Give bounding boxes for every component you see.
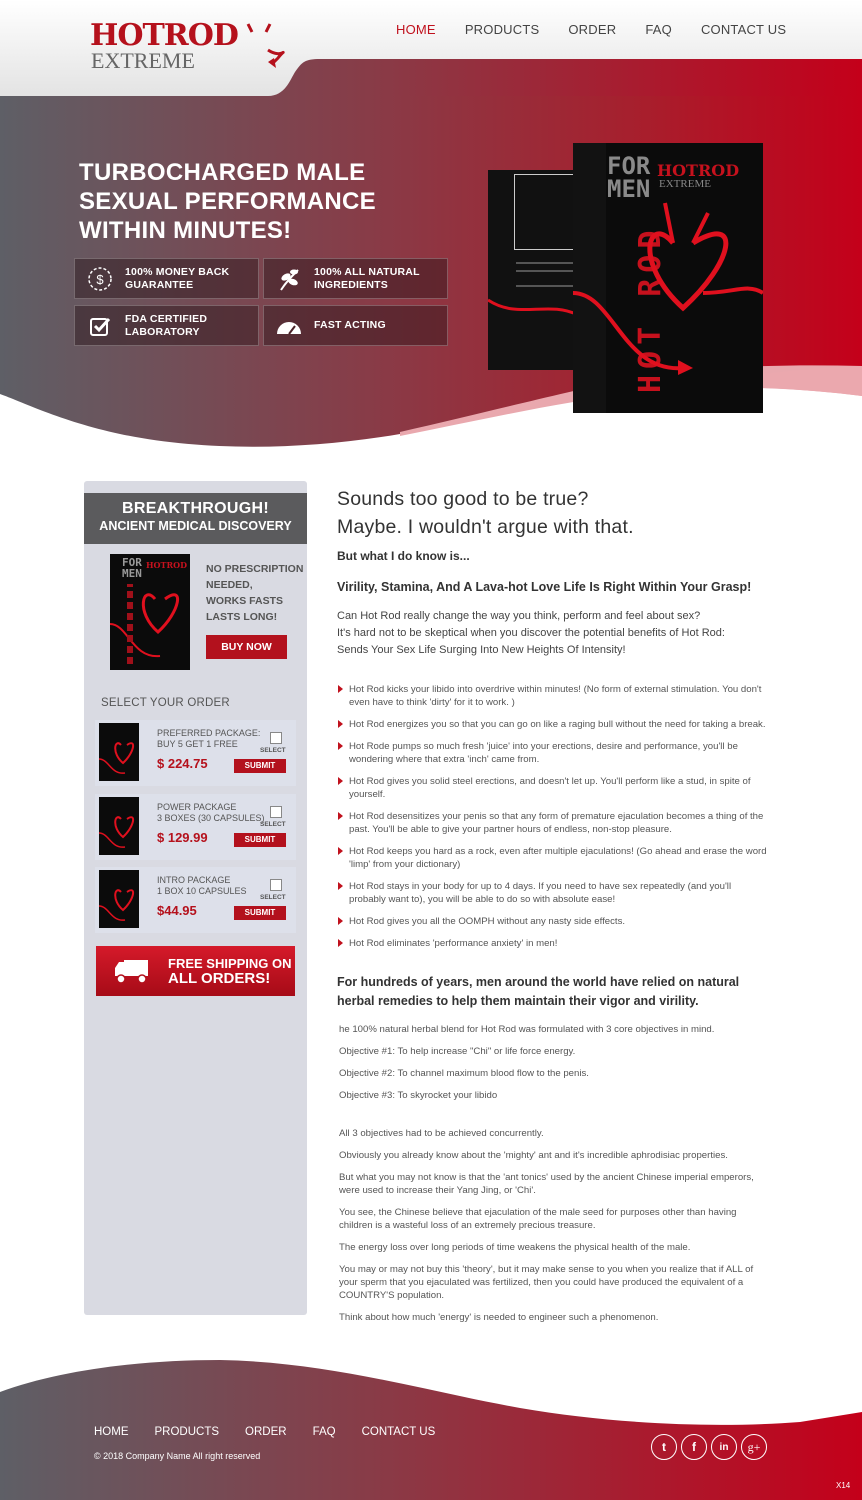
social-links bbox=[651, 1434, 767, 1460]
list-item-text: Hot Rod stays in your body for up to 4 days. If you need to have sex repeatedly (and you'll probably want to), you will be able to do so with absolute ease! bbox=[349, 881, 732, 905]
submit-button[interactable]: SUBMIT bbox=[234, 759, 286, 773]
nav-home[interactable]: HOME bbox=[396, 22, 436, 37]
tagline: Virility, Stamina, And A Lava-hot Love Life Is Right Within Your Grasp! bbox=[337, 580, 752, 594]
main-content bbox=[337, 485, 767, 1324]
list-item-text: Hot Rod gives you solid steel erections, and doesn't let up. You'll perform like a stud, in spite of yourself. bbox=[349, 776, 751, 800]
paragraph: You may or may not buy this 'theory', but it may make sense to you when you realize that if ALL of your sperm that you ejaculated was fertilized, then you could have produced the equivalent of a COUNTRY'S population. bbox=[339, 1264, 754, 1301]
sidebar-header bbox=[84, 493, 307, 544]
shipping-text: ALL ORDERS! bbox=[168, 970, 271, 987]
feature-text: 100% MONEY BACK bbox=[125, 265, 230, 278]
hero-title bbox=[79, 158, 376, 245]
money-back-icon bbox=[75, 264, 125, 294]
feature-text: FDA CERTIFIED bbox=[125, 312, 208, 325]
claim-line: WORKS FASTS bbox=[206, 595, 284, 607]
package-select-checkbox[interactable] bbox=[270, 806, 282, 818]
logo-hotrod: HOTROD bbox=[90, 18, 238, 53]
shipping-text: FREE SHIPPING ON bbox=[168, 956, 292, 971]
list-item bbox=[337, 718, 767, 731]
benefits-list bbox=[337, 683, 767, 950]
truck-icon bbox=[114, 956, 154, 986]
corner-label: X14 bbox=[836, 1481, 851, 1490]
site-header bbox=[0, 0, 862, 100]
arrow-right-icon bbox=[338, 720, 343, 728]
sidebar-heading: BREAKTHROUGH! bbox=[121, 500, 269, 517]
headline: Maybe. I wouldn't argue with that. bbox=[337, 516, 634, 538]
objective-text: Objective #3: To skyrocket your libido bbox=[339, 1090, 498, 1101]
list-item bbox=[337, 810, 767, 836]
footer-nav-order[interactable]: ORDER bbox=[245, 1426, 287, 1438]
package-select-checkbox[interactable] bbox=[270, 732, 282, 744]
arrow-right-icon bbox=[338, 917, 343, 925]
arrow-right-icon bbox=[338, 685, 343, 693]
nav-contact-us[interactable]: CONTACT US bbox=[700, 22, 787, 37]
footer-nav-products[interactable]: PRODUCTS bbox=[154, 1426, 220, 1438]
list-item bbox=[337, 740, 767, 766]
intro-text bbox=[337, 608, 767, 659]
select-order-title: SELECT YOUR ORDER bbox=[101, 697, 230, 709]
box-logo-extreme: EXTREME bbox=[659, 178, 711, 190]
paragraph: Obviously you already know about the 'mighty' ant and it's incredible aphrodisiac properties. bbox=[339, 1150, 728, 1161]
footer-nav bbox=[94, 1426, 461, 1438]
arrow-right-icon bbox=[338, 882, 343, 890]
claim-line: LASTS LONG! bbox=[206, 611, 278, 623]
section-heading: For hundreds of years, men around the world have relied on natural herbal remedies to help them maintain their vigor and virility. bbox=[337, 975, 740, 1008]
intro-line: It's hard not to be skeptical when you discover the potential benefits of Hot Rod: bbox=[337, 627, 725, 639]
feature-text: 100% ALL NATURAL bbox=[314, 265, 420, 278]
for-men-text: FOR bbox=[607, 152, 651, 180]
package-name-line: 1 BOX 10 CAPSULES bbox=[157, 886, 247, 896]
package-image bbox=[99, 723, 139, 781]
sidebar-claims bbox=[206, 561, 303, 625]
arrow-right-icon bbox=[338, 777, 343, 785]
for-men-text: MEN bbox=[607, 175, 651, 203]
feature-money-back bbox=[74, 258, 259, 299]
paragraph: But what you may not know is that the 'ant tonics' used by the ancient Chinese imperial emperors, were used to increase their Yang Jing, or 'Chi'. bbox=[339, 1172, 754, 1196]
checkbox-icon bbox=[75, 314, 125, 338]
twitter-icon[interactable]: t bbox=[651, 1434, 677, 1460]
svg-text:$: $ bbox=[96, 271, 104, 287]
free-shipping-banner[interactable] bbox=[96, 946, 295, 996]
package-power bbox=[95, 794, 296, 860]
feature-text: FAST ACTING bbox=[314, 319, 386, 331]
copyright: © 2018 Company Name All right reserved bbox=[94, 1451, 261, 1461]
package-name bbox=[157, 728, 260, 750]
arrow-right-icon bbox=[338, 742, 343, 750]
list-item-text: Hot Rode pumps so much fresh 'juice' into your erections, desire and performance, you'll be wondering where that extra 'inch' came from. bbox=[349, 741, 738, 765]
for-men-text: MEN bbox=[122, 567, 142, 580]
list-item bbox=[337, 937, 767, 950]
package-price: $ 224.75 bbox=[157, 756, 208, 771]
objective-text: Objective #1: To help increase "Chi" or life force energy. bbox=[339, 1046, 576, 1057]
paragraph: Think about how much 'energy' is needed to engineer such a phenomenon. bbox=[339, 1312, 659, 1323]
hero-title-line: TURBOCHARGED MALE bbox=[79, 159, 366, 186]
feature-text: INGREDIENTS bbox=[314, 278, 388, 291]
footer-nav-faq[interactable]: FAQ bbox=[312, 1426, 336, 1438]
package-name bbox=[157, 802, 265, 824]
submit-button[interactable]: SUBMIT bbox=[234, 906, 286, 920]
hero-title-line: WITHIN MINUTES! bbox=[79, 217, 292, 244]
facebook-icon[interactable]: f bbox=[681, 1434, 707, 1460]
select-label: SELECT bbox=[260, 821, 286, 828]
package-price: $ 129.99 bbox=[157, 830, 208, 845]
nav-order[interactable]: ORDER bbox=[568, 22, 617, 37]
package-name-line: PREFERRED PACKAGE: bbox=[157, 728, 261, 738]
list-item bbox=[337, 915, 767, 928]
box-logo: HOTROD bbox=[657, 161, 740, 180]
main-nav bbox=[396, 22, 815, 37]
package-preferred bbox=[95, 720, 296, 786]
arrow-right-icon bbox=[338, 847, 343, 855]
product-image bbox=[110, 554, 190, 670]
logo-extreme: EXTREME bbox=[91, 48, 195, 73]
logo[interactable] bbox=[88, 20, 288, 76]
for-men-text: FOR bbox=[122, 556, 142, 569]
intro-line: Can Hot Rod really change the way you think, perform and feel about sex? bbox=[337, 610, 701, 622]
headline: Sounds too good to be true? bbox=[337, 488, 589, 510]
feature-text: LABORATORY bbox=[125, 325, 200, 338]
intro-line: Sends Your Sex Life Surging Into New Heights Of Intensity! bbox=[337, 644, 626, 656]
claim-line: NO PRESCRIPTION bbox=[206, 563, 304, 575]
package-name-line: 3 BOXES (30 CAPSULES) bbox=[157, 813, 265, 823]
paragraph: All 3 objectives had to be achieved concurrently. bbox=[339, 1128, 544, 1139]
order-sidebar bbox=[84, 481, 307, 1315]
package-name bbox=[157, 875, 247, 897]
devil-tail-icon bbox=[238, 20, 293, 72]
objective-text: Objective #2: To channel maximum blood flow to the penis. bbox=[339, 1068, 589, 1079]
leaf-icon bbox=[264, 266, 314, 292]
arrow-right-icon bbox=[338, 812, 343, 820]
linkedin-icon[interactable]: in bbox=[711, 1434, 737, 1460]
hero-title-line: SEXUAL PERFORMANCE bbox=[79, 188, 376, 215]
submit-button[interactable]: SUBMIT bbox=[234, 833, 286, 847]
package-name-line: INTRO PACKAGE bbox=[157, 875, 231, 885]
devil-heart-icon bbox=[573, 143, 763, 413]
nav-products[interactable]: PRODUCTS bbox=[464, 22, 540, 37]
package-name-line: BUY 5 GET 1 FREE bbox=[157, 739, 238, 749]
package-name-line: POWER PACKAGE bbox=[157, 802, 237, 812]
product-box-back bbox=[488, 170, 578, 370]
select-label: SELECT bbox=[260, 747, 286, 754]
paragraph: The energy loss over long periods of time weakens the physical health of the male. bbox=[339, 1242, 691, 1253]
feature-natural bbox=[263, 258, 448, 299]
package-price: $44.95 bbox=[157, 903, 197, 918]
product-box-front bbox=[573, 143, 763, 413]
list-item-text: Hot Rod desensitizes your penis so that any form of premature ejaculation becomes a thing of the past. You'll be able to give your partner hours of endless, non-stop pleasure. bbox=[349, 811, 764, 835]
sidebar-subheading: ANCIENT MEDICAL DISCOVERY bbox=[99, 519, 292, 533]
list-item-text: Hot Rod energizes you so that you can go on like a raging bull without the need for taking a break. bbox=[349, 719, 766, 730]
list-item-text: Hot Rod gives you all the OOMPH without any nasty side effects. bbox=[349, 916, 626, 927]
speedometer-icon bbox=[264, 316, 314, 336]
box-logo: HOTROD bbox=[146, 560, 188, 570]
list-item-text: Hot Rod eliminates 'performance anxiety' in men! bbox=[349, 938, 558, 949]
select-label: SELECT bbox=[260, 894, 286, 901]
paragraph: You see, the Chinese believe that ejaculation of the male seed for purposes other than having children is a wasteful loss of an extremely precious treasure. bbox=[339, 1207, 737, 1231]
list-item bbox=[337, 880, 767, 906]
footer-nav-home[interactable]: HOME bbox=[94, 1426, 129, 1438]
subheading: But what I do know is... bbox=[337, 549, 470, 563]
list-item bbox=[337, 683, 767, 709]
list-item-text: Hot Rod keeps you hard as a rock, even after multiple ejaculations! (Go ahead and erase the word 'limp' from your dictionary) bbox=[349, 846, 767, 870]
package-image bbox=[99, 870, 139, 928]
arrow-right-icon bbox=[338, 939, 343, 947]
list-item bbox=[337, 845, 767, 871]
google-plus-icon[interactable]: g+ bbox=[741, 1434, 767, 1460]
list-item-text: Hot Rod kicks your libido into overdrive within minutes! (No form of external stimulation. You don't even have to think 'dirty' for it to work. ) bbox=[349, 684, 762, 708]
feature-fast-acting bbox=[263, 305, 448, 346]
claim-line: NEEDED, bbox=[206, 579, 253, 591]
buy-now-button[interactable]: BUY NOW bbox=[206, 635, 287, 659]
feature-fda bbox=[74, 305, 259, 346]
package-intro bbox=[95, 867, 296, 933]
package-select-checkbox[interactable] bbox=[270, 879, 282, 891]
nav-faq[interactable]: FAQ bbox=[645, 22, 672, 37]
feature-text: GUARANTEE bbox=[125, 278, 194, 291]
footer-nav-contact-us[interactable]: CONTACT US bbox=[361, 1426, 436, 1438]
box-hotrod-text: HOT ROD bbox=[633, 224, 668, 393]
objective-text: he 100% natural herbal blend for Hot Rod was formulated with 3 core objectives in mind. bbox=[339, 1024, 715, 1035]
package-image bbox=[99, 797, 139, 855]
list-item bbox=[337, 775, 767, 801]
